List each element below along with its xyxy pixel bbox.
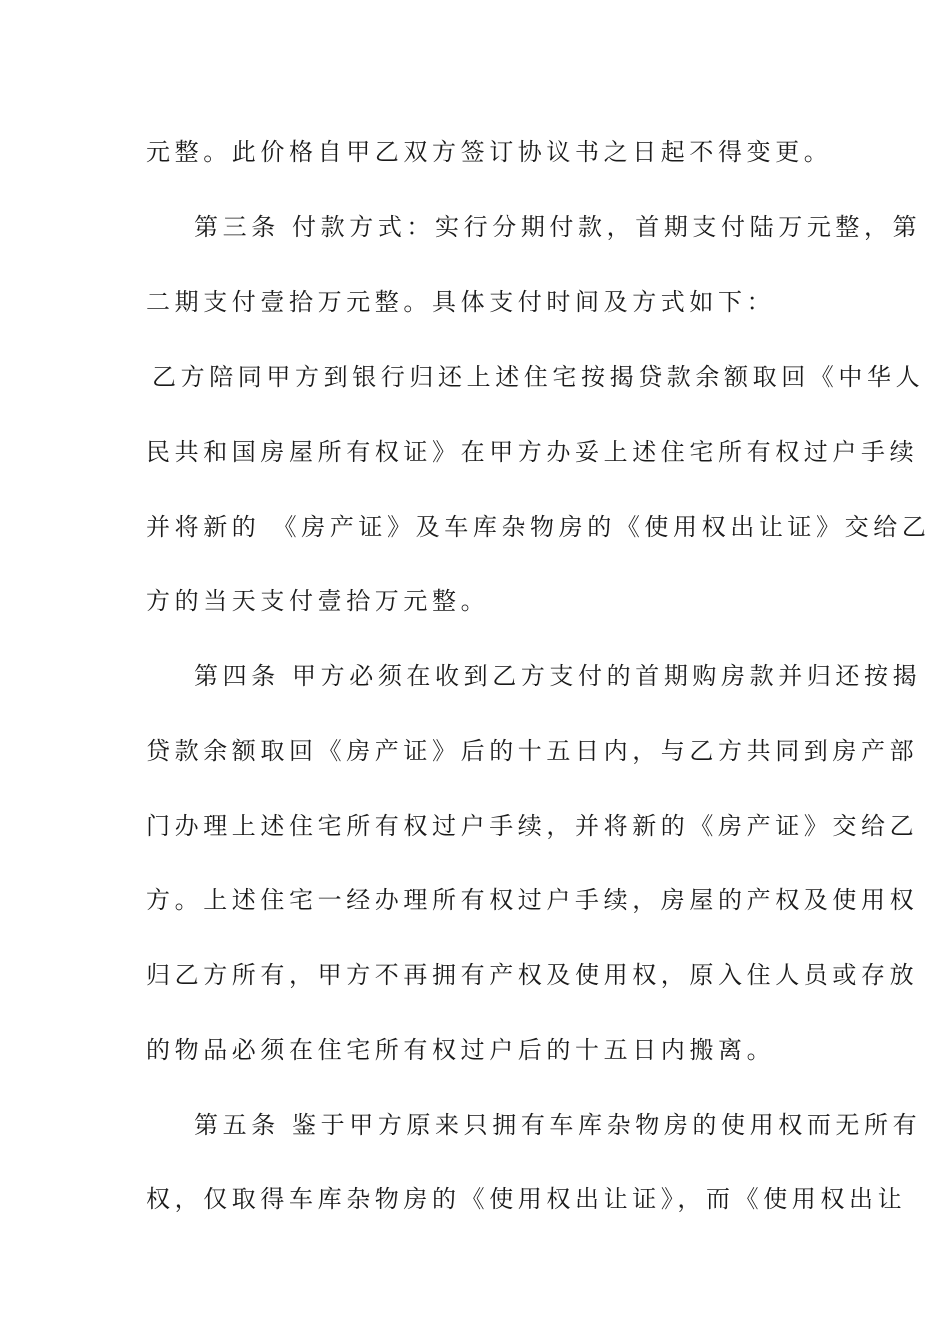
text-line: 方的当天支付壹拾万元整。 xyxy=(146,587,490,615)
text-line: 第四条 甲方必须在收到乙方支付的首期购房款并归还按揭 xyxy=(194,662,922,690)
text-line: 贷款余额取回《房产证》后的十五日内，与乙方共同到房产部 xyxy=(146,737,919,765)
text-line: 元整。此价格自甲乙双方签订协议书之日起不得变更。 xyxy=(146,138,833,166)
text-line: 门办理上述住宅所有权过户手续，并将新的《房产证》交给乙 xyxy=(146,812,919,840)
text-line: 第三条 付款方式：实行分期付款，首期支付陆万元整，第 xyxy=(194,213,922,241)
text-line: 并将新的 《房产证》及车库杂物房的《使用权出让证》交给乙 xyxy=(146,513,931,541)
text-line: 乙方陪同甲方到银行归还上述住宅按揭贷款余额取回《中华人 xyxy=(152,363,925,391)
text-line: 民共和国房屋所有权证》在甲方办妥上述住宅所有权过户手续 xyxy=(146,438,919,466)
text-line: 方。上述住宅一经办理所有权过户手续，房屋的产权及使用权 xyxy=(146,886,919,914)
text-line: 二期支付壹拾万元整。具体支付时间及方式如下： xyxy=(146,288,776,316)
text-line: 的物品必须在住宅所有权过户后的十五日内搬离。 xyxy=(146,1036,776,1064)
text-line: 第五条 鉴于甲方原来只拥有车库杂物房的使用权而无所有 xyxy=(194,1111,922,1139)
text-line: 归乙方所有，甲方不再拥有产权及使用权，原入住人员或存放 xyxy=(146,961,919,989)
text-line: 权，仅取得车库杂物房的《使用权出让证》，而《使用权出让 xyxy=(146,1185,907,1213)
